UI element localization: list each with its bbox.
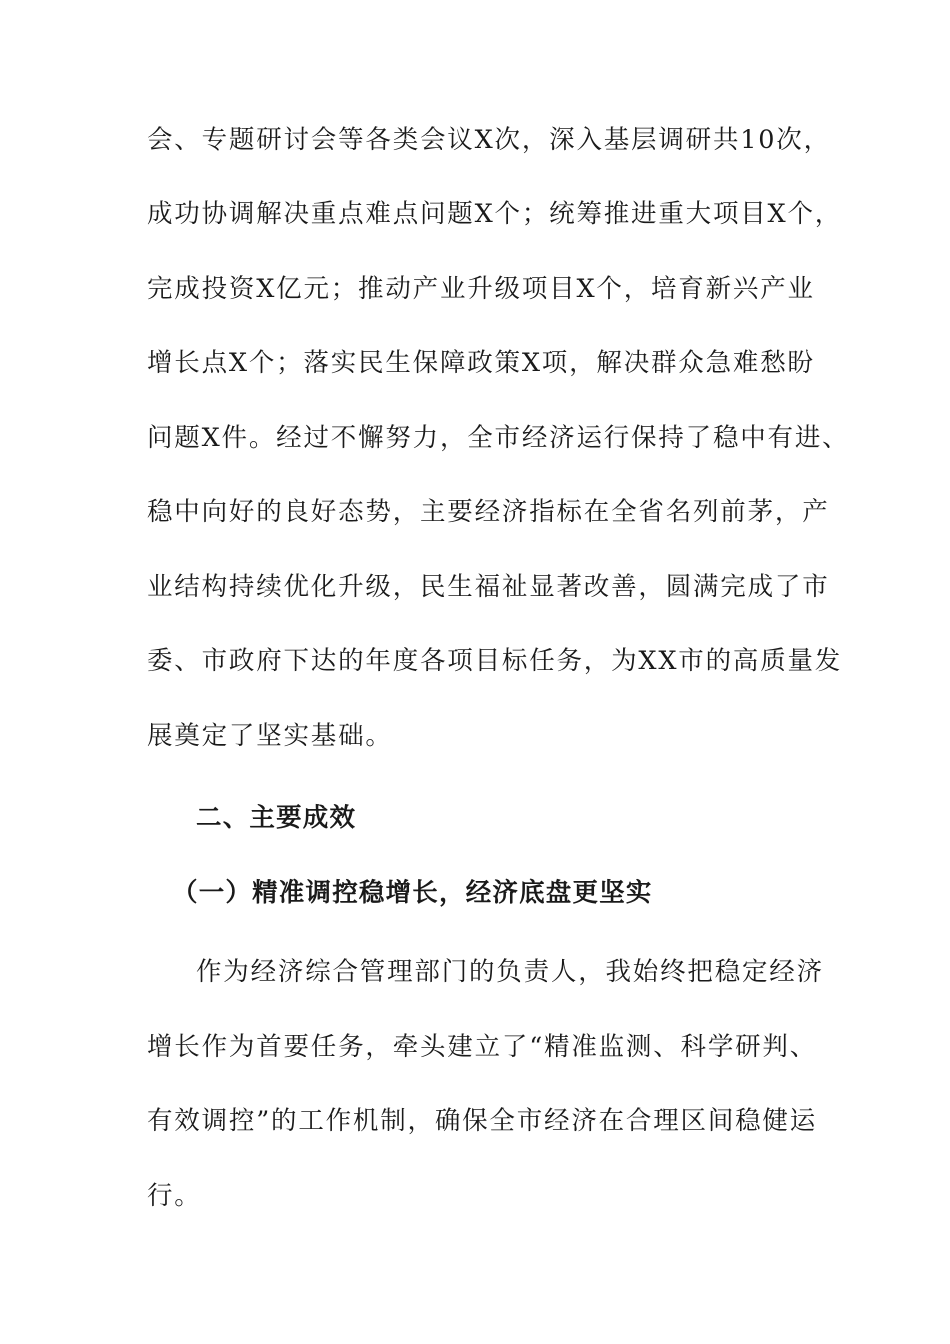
- paragraph-line: 增长作为首要任务，牵头建立了“精准监测、科学研判、: [147, 1032, 818, 1062]
- paragraph-line: 完成投资X亿元；推动产业升级项目X个，培育新兴产业: [147, 274, 815, 304]
- paragraph-line: 展奠定了坚实基础。: [147, 721, 393, 751]
- paragraph-line: 委、市政府下达的年度各项目标任务，为XX市的高质量发: [147, 646, 843, 676]
- paragraph-line: 增长点X个；落实民生保障政策X项，解决群众急难愁盼: [147, 348, 815, 378]
- section-heading: 二、主要成效: [196, 803, 357, 833]
- paragraph-line: 问题X件。经过不懈努力，全市经济运行保持了稳中有进、: [147, 423, 850, 453]
- paragraph-line: 稳中向好的良好态势，主要经济指标在全省名列前茅，产: [147, 497, 830, 527]
- paragraph-line: 行。: [147, 1181, 202, 1211]
- paragraph-line: 会、专题研讨会等各类会议X次，深入基层调研共10次，: [147, 125, 831, 155]
- paragraph-line: 有效调控”的工作机制，确保全市经济在合理区间稳健运: [147, 1106, 818, 1136]
- paragraph-line: 成功协调解决重点难点问题X个；统筹推进重大项目X个，: [147, 199, 843, 229]
- paragraph-line: 作为经济综合管理部门的负责人，我始终把稳定经济: [196, 957, 824, 987]
- paragraph-line: 业结构持续优化升级，民生福祉显著改善，圆满完成了市: [147, 572, 830, 602]
- subsection-heading: （一）精准调控稳增长，经济底盘更坚实: [172, 878, 653, 908]
